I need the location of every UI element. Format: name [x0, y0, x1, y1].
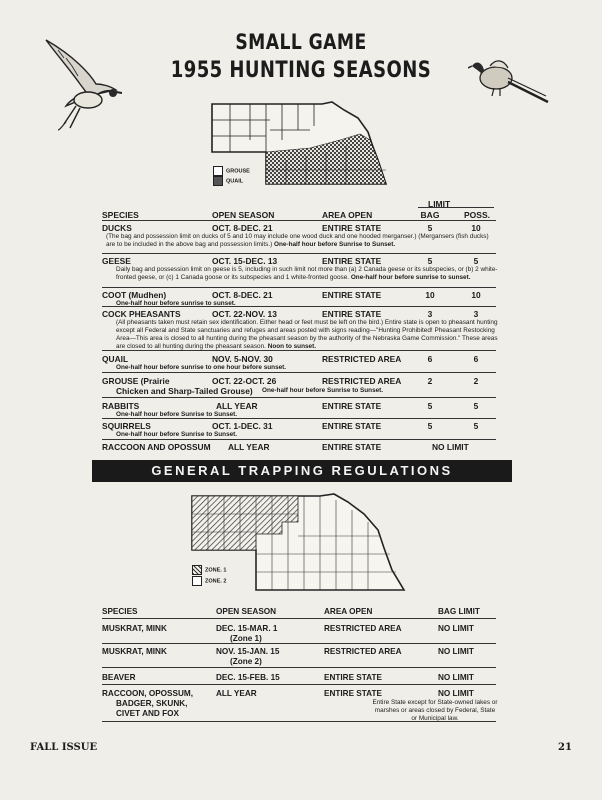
area-open: ENTIRE STATE [322, 421, 382, 431]
row-rule [102, 439, 496, 440]
season-dates: ALL YEAR [228, 442, 270, 452]
page-heading-line2: 1955 HUNTING SEASONS [170, 58, 432, 83]
page-number: 21 [558, 742, 572, 753]
trap-species: BADGER, SKUNK, [116, 699, 188, 708]
note-text: (The bag and possession limit on ducks of 5 and 10 may include one wood duck and one hooded merganser.) (Mergansers (fish ducks) are to be included in the above bag and possession limits.) [106, 233, 489, 248]
trapping-map-legend [192, 565, 226, 588]
zone2-swatch [192, 576, 202, 586]
footer-issue: FALL ISSUE [30, 742, 98, 753]
bag-limit: 5 [427, 256, 433, 266]
trap-species: MUSKRAT, MINK [102, 624, 167, 633]
grouse-swatch [213, 166, 223, 176]
species-name: SQUIRRELS [102, 421, 151, 431]
species-name: COCK PHEASANTS [102, 309, 181, 319]
header-poss: POSS. [464, 210, 490, 220]
species-note [116, 364, 498, 372]
possession-limit: 6 [473, 354, 479, 364]
area-open: ENTIRE STATE [322, 309, 382, 319]
note-hours: One-half hour before Sunrise to Sunset. [116, 431, 238, 438]
possession-limit: 10 [471, 223, 481, 233]
bag-limit: 5 [427, 223, 433, 233]
note-text: (All pheasants taken must retain sex identification. Either head or feet must be left on the bird.) Entire state is open to pheasant hunting except all Federal and State sanctuaries and refuges and areas posted with signs reading—"Hunting Prohibited! Pheasant Restocking Area—This area is closed to all hunting during the pheasant season by the authority of the Nebraska Game Commission." These areas are closed to all hunting during the pheasant season. [116, 319, 498, 350]
trap-header-area-open: AREA OPEN [324, 607, 373, 616]
note-hours: One-half hour before sunrise to sunset. [116, 300, 236, 307]
page-heading-line1: SMALL GAME [235, 30, 367, 54]
species-note [116, 266, 498, 282]
trap-season: DEC. 15-FEB. 15 [216, 673, 280, 682]
species-name: GEESE [102, 256, 131, 266]
bag-limit: 5 [427, 421, 433, 431]
note-hours: One-half hour before sunrise to sunset. [350, 274, 471, 281]
header-bag: BAG [420, 210, 440, 220]
species-note [262, 387, 498, 395]
hunting-map-legend [213, 166, 250, 187]
season-dates: ALL YEAR [216, 401, 258, 411]
quail-swatch [213, 176, 223, 186]
row-rule [102, 721, 496, 722]
possession-limit: 5 [473, 256, 479, 266]
species-name: DUCKS [102, 223, 132, 233]
row-rule [102, 372, 496, 373]
trap-season: NOV. 15-JAN. 15 [216, 647, 280, 656]
species-name: RABBITS [102, 401, 140, 411]
trap-header-rule [102, 618, 496, 619]
trap-species: CIVET AND FOX [116, 709, 179, 718]
area-open: ENTIRE STATE [322, 442, 382, 452]
season-dates: OCT. 1-DEC. 31 [212, 421, 273, 431]
note-hours: One-half hour before sunrise to one hour before sunset. [116, 364, 287, 371]
season-dates: OCT. 22-NOV. 13 [212, 309, 277, 319]
trap-species: BEAVER [102, 673, 136, 682]
area-open: ENTIRE STATE [322, 401, 382, 411]
bag-limit: 5 [427, 401, 433, 411]
species-name: COOT (Mudhen) [102, 290, 167, 300]
trap-season: ALL YEAR [216, 689, 257, 698]
row-rule [102, 350, 496, 351]
zone1-swatch [192, 565, 202, 575]
species-name-cont: Chicken and Sharp-Tailed Grouse) [116, 386, 253, 396]
note-hours: One-half hour before Sunrise to Sunset. [274, 241, 396, 248]
trapping-banner: GENERAL TRAPPING REGULATIONS [92, 460, 512, 482]
bag-limit: 2 [427, 376, 433, 386]
row-rule [102, 684, 496, 685]
season-dates: NOV. 5-NOV. 30 [212, 354, 273, 364]
possession-limit: 5 [473, 401, 479, 411]
row-rule [102, 418, 496, 419]
season-dates: OCT. 8-DEC. 21 [212, 290, 273, 300]
legend-zone-1: ZONE. 1 [205, 567, 227, 574]
header-area-open: AREA OPEN [322, 210, 373, 220]
limit-rule [418, 207, 494, 208]
note-text: Daily bag and possession limit on geese is 5, including in such limit not more than (a) 2 Canada geese or its subspecies, or (b) 2 white-fronted geese, or (c) 1 Canada goose or its subspecies and 1 white-fronted goose. [116, 266, 498, 281]
area-open: RESTRICTED AREA [322, 354, 402, 364]
header-rule [102, 220, 496, 221]
area-open: RESTRICTED AREA [322, 376, 402, 386]
row-rule [102, 253, 496, 254]
header-species: SPECIES [102, 210, 139, 220]
species-note [116, 319, 498, 351]
area-open: ENTIRE STATE [322, 223, 382, 233]
season-dates: OCT. 22-OCT. 26 [212, 376, 277, 386]
trap-limit: NO LIMIT [438, 689, 474, 698]
area-open: ENTIRE STATE [322, 290, 382, 300]
species-name: RACCOON AND OPOSSUM [102, 442, 211, 452]
species-note [116, 431, 498, 439]
possession-limit: 5 [473, 421, 479, 431]
possession-limit: 2 [473, 376, 479, 386]
row-rule [102, 306, 496, 307]
row-rule [102, 667, 496, 668]
possession-limit: 10 [471, 290, 481, 300]
pheasant-illustration [468, 56, 550, 110]
bag-limit: 6 [427, 354, 433, 364]
season-dates: OCT. 8-DEC. 21 [212, 223, 273, 233]
flying-duck-illustration [40, 36, 122, 132]
bag-limit: NO LIMIT [432, 442, 469, 452]
legend-grouse: GROUSE [226, 168, 250, 175]
trap-season: DEC. 15-MAR. 1 [216, 624, 278, 633]
area-open: ENTIRE STATE [322, 256, 382, 266]
trap-limit: NO LIMIT [438, 624, 474, 633]
trap-note: Entire State except for State-owned lakes or marshes or areas closed by Federal, State or Municipal law. [372, 699, 498, 722]
header-open-season: OPEN SEASON [212, 210, 275, 220]
trap-header-bag-limit: BAG LIMIT [438, 607, 480, 616]
row-rule [102, 643, 496, 644]
note-hours: Noon to sunset. [267, 343, 317, 350]
trap-header-open-season: OPEN SEASON [216, 607, 277, 616]
legend-zone-2: ZONE. 2 [205, 578, 227, 585]
trap-area: ENTIRE STATE [324, 689, 382, 698]
trap-limit: NO LIMIT [438, 673, 474, 682]
trap-species-group [102, 689, 193, 719]
trap-zone: (Zone 2) [230, 657, 262, 666]
bag-limit: 10 [425, 290, 435, 300]
species-name: QUAIL [102, 354, 129, 364]
possession-limit: 3 [473, 309, 479, 319]
legend-quail: QUAIL [226, 178, 244, 185]
species-name: GROUSE (Prairie [102, 376, 170, 386]
trap-limit: NO LIMIT [438, 647, 474, 656]
bag-limit: 3 [427, 309, 433, 319]
trap-species: RACCOON, OPOSSUM, [102, 689, 193, 698]
trap-header-species: SPECIES [102, 607, 138, 616]
trap-zone: (Zone 1) [230, 634, 262, 643]
limit-header: LIMIT [428, 199, 451, 209]
species-note [106, 233, 498, 249]
trap-area: RESTRICTED AREA [324, 647, 402, 656]
trap-area: ENTIRE STATE [324, 673, 382, 682]
row-rule [102, 287, 496, 288]
season-dates: OCT. 15-DEC. 13 [212, 256, 278, 266]
row-rule [102, 397, 496, 398]
note-hours: One-half hour before Sunrise to Sunset. [116, 411, 238, 418]
trap-area: RESTRICTED AREA [324, 624, 402, 633]
note-hours: One-half hour before Sunrise to Sunset. [262, 387, 384, 394]
trap-species: MUSKRAT, MINK [102, 647, 167, 656]
